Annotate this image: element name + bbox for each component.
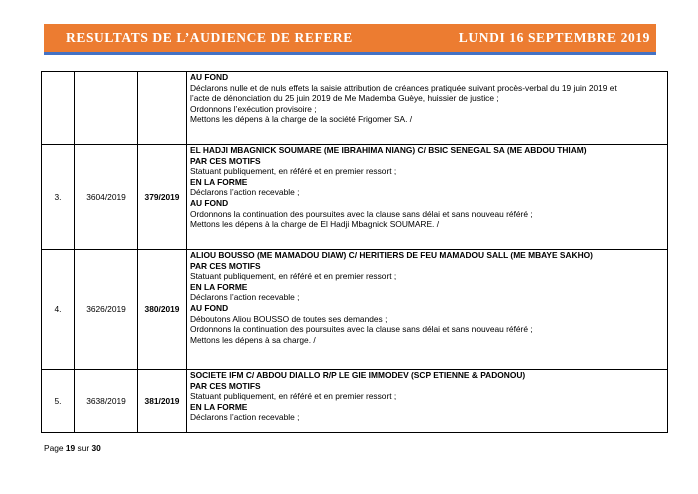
order-number: 380/2019 [138, 250, 187, 370]
decision-text [187, 250, 668, 370]
decision-line: Déboutons Aliou BOUSSO de toutes ses demandes ; [190, 313, 388, 324]
decision-text [187, 72, 668, 145]
case-number: 3. [42, 145, 75, 250]
page-label: Page [44, 443, 64, 453]
order-number [138, 72, 187, 145]
decision-line: Déclarons l’action recevable ; [190, 292, 300, 303]
decision-heading: SOCIETE IFM C/ ABDOU DIALLO R/P LE GIE IMMODEV (SCP ETIENNE & PADONOU) [190, 370, 526, 380]
case-number [42, 72, 75, 145]
case-number: 5. [42, 370, 75, 433]
decision-line: Déclarons nulle et de nuls effets la saisie attribution de créances pratiquée suivant procès-verbal du 19 juin 2019 et [190, 82, 617, 93]
results-table-body [42, 72, 668, 433]
decision-line: Ordonnons la continuation des poursuites avec la clause sans délai et sans nouveau référé ; [190, 208, 533, 219]
page-current: 19 [65, 443, 76, 453]
table-row [42, 250, 668, 370]
decision-line: Ordonnons l’exécution provisoire ; [190, 103, 317, 114]
page-total: 30 [91, 443, 101, 453]
decision-heading: PAR CES MOTIFS [190, 155, 261, 166]
table-row [42, 370, 668, 433]
decision-heading: PAR CES MOTIFS [190, 260, 261, 271]
case-reference: 3626/2019 [75, 250, 138, 370]
decision-heading: AU FOND [190, 72, 229, 82]
decision-heading: PAR CES MOTIFS [190, 380, 261, 391]
decision-line: Statuant publiquement, en référé et en premier ressort ; [190, 166, 397, 177]
decision-line: Mettons les dépens à sa charge. / [190, 334, 316, 345]
case-reference: 3604/2019 [75, 145, 138, 250]
results-table [41, 71, 668, 433]
decision-heading: EN LA FORME [190, 401, 248, 412]
decision-heading: EN LA FORME [190, 281, 248, 292]
decision-text [187, 145, 668, 250]
decision-line: Mettons les dépens à la charge de El Hadji Mbagnick SOUMARE. / [190, 219, 440, 230]
decision-heading: EL HADJI MBAGNICK SOUMARE (ME IBRAHIMA NIANG) C/ BSIC SENEGAL SA (ME ABDOU THIAM) [190, 145, 587, 155]
decision-line: Statuant publiquement, en référé et en premier ressort ; [190, 391, 397, 402]
decision-text [187, 370, 668, 433]
decision-heading: AU FOND [190, 302, 229, 313]
page-separator: sur [77, 443, 90, 453]
decision-line: Mettons les dépens à la charge de la société Frigomer SA. / [190, 114, 413, 125]
hearing-date: LUNDI 16 SEPTEMBRE 2019 [458, 30, 650, 45]
decision-line: Déclarons l’action recevable ; [190, 412, 300, 423]
decision-line: l’acte de dénonciation du 25 juin 2019 de Me Mademba Guèye, huissier de justice ; [190, 93, 499, 104]
decision-line: Statuant publiquement, en référé et en premier ressort ; [190, 271, 397, 282]
order-number: 379/2019 [138, 145, 187, 250]
table-row [42, 72, 668, 145]
table-row [42, 145, 668, 250]
page-title: RESULTATS DE L’AUDIENCE DE REFERE [66, 30, 353, 45]
case-reference [75, 72, 138, 145]
order-number: 381/2019 [138, 370, 187, 433]
header-banner [44, 24, 656, 52]
decision-heading: AU FOND [190, 197, 229, 208]
page-footer [44, 443, 101, 453]
decision-line: Déclarons l’action recevable ; [190, 187, 300, 198]
decision-heading: ALIOU BOUSSO (ME MAMADOU DIAW) C/ HERITIERS DE FEU MAMADOU SALL (ME MBAYE SAKHO) [190, 250, 593, 260]
case-reference: 3638/2019 [75, 370, 138, 433]
case-number: 4. [42, 250, 75, 370]
decision-line: Ordonnons la continuation des poursuites avec la clause sans délai et sans nouveau référé ; [190, 324, 533, 335]
decision-heading: EN LA FORME [190, 176, 248, 187]
